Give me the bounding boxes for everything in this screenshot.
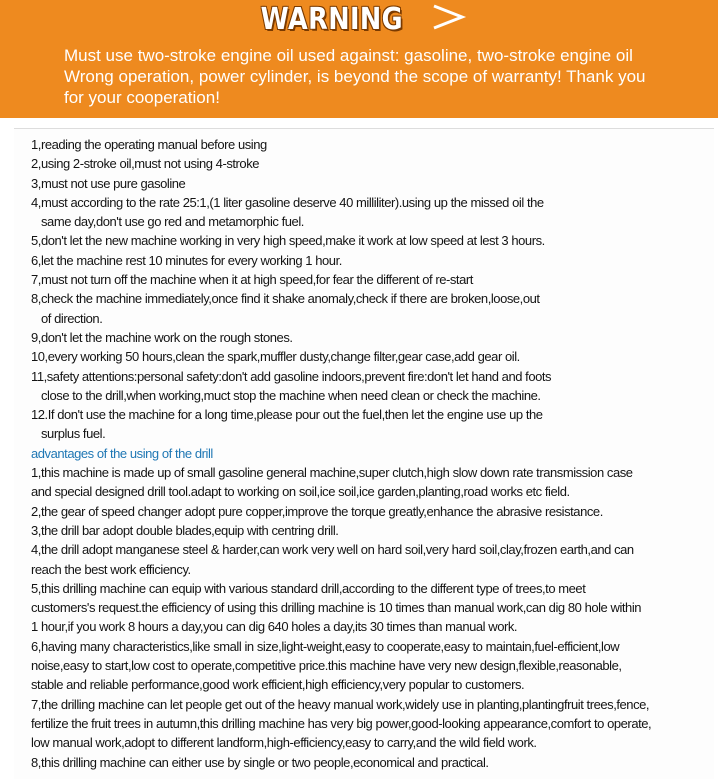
note-line: 12.If don't use the machine for a long time,please pour out the fuel,then let the engine use up the [31,407,543,423]
note-line: 1,reading the operating manual before using [31,137,267,152]
advantages-heading: advantages of the using of the drill [31,445,213,461]
advantage-line: reach the best work efficiency. [31,561,191,577]
advantage-line: noise,easy to start,low cost to operate,competitive price.this machine have very new design,flexible,reasonable, [31,658,622,674]
warning-banner [0,0,718,118]
warning-line: Must use two-stroke engine oil used against: gasoline, two-stroke engine oil [64,46,633,65]
note-line: 7,must not turn off the machine when it at high speed,for fear the different of re-start [31,272,473,288]
advantage-line: stable and reliable performance,good work efficient,high efficiency,very popular to customers. [31,677,525,693]
note-line: 6,let the machine rest 10 minutes for every working 1 hour. [31,252,342,268]
note-line: close to the drill,when working,muct stop the machine when need clean or check the machine. [41,387,541,403]
advantage-line: 1 hour,if you work 8 hours a day,you can dig 640 holes a day,its 30 times than manual work. [31,619,518,635]
advantage-line: customers's request.the efficiency of using this drilling machine is 10 times than manual work,can dig 80 hole within [31,600,642,616]
advantage-line: 1,this machine is made up of small gasoline general machine,super clutch,high slow down rate transmission case [31,465,633,481]
note-line: 9,don't let the machine work on the rough stones. [31,329,293,345]
advantage-line: 6,having many characteristics,like small in size,light-weight,easy to cooperate,easy to maintain,fuel-efficient,low [31,638,620,654]
advantage-line: 7,the drilling machine can let people get out of the heavy manual work,widely use in planting,plantingfruit trees,fence, [31,696,650,712]
note-line: surplus fuel. [41,426,106,442]
note-line: same day,don't use go red and metamorphic fuel. [41,214,304,230]
chevron-right-icon [426,2,470,37]
advantage-line: 4,the drill adopt manganese steel & harder,can work very well on hard soil,very hard soil,clay,frozen earth,and can [31,542,634,558]
advantage-line: 3,the drill bar adopt double blades,equip with centring drill. [31,522,339,538]
instructions-text [31,135,718,772]
warning-message [64,45,714,108]
note-line: 11,safety attentions:personal safety:don't add gasoline indoors,prevent fire:don't let hand and foots [31,368,552,384]
note-line: 2,using 2-stroke oil,must not using 4-stroke [31,156,260,172]
note-line: 4,must according to the rate 25:1,(1 liter gasoline deserve 40 milliliter).using up the missed oil the [31,194,544,210]
note-line: 3,must not use pure gasoline [31,175,186,191]
warning-title-row [0,2,718,42]
advantage-line: 8,this drilling machine can either use by single or two people,economical and practical. [31,754,489,770]
warning-title: WARNING [260,2,403,37]
note-line: 5,don't let the new machine working in very high speed,make it work at low speed at lest 3 hours. [31,233,545,249]
advantage-line: fertilize the fruit trees in autumn,this drilling machine has very big power,good-looking appearance,comfort to operate, [31,715,652,731]
advantage-line: low manual work,adopt to different landform,high-efficiency,easy to carry,and the wild field work. [31,735,537,751]
advantage-line: and special designed drill tool.adapt to working on soil,ice soil,ice garden,planting,road works etc field. [31,484,570,500]
note-line: of direction. [41,310,103,326]
note-line: 8,check the machine immediately,once find it shake anomaly,check if there are broken,loose,out [31,291,540,307]
advantage-line: 5,this drilling machine can equip with various standard drill,according to the different type of trees,to meet [31,580,586,596]
warning-line: Wrong operation, power cylinder, is beyond the scope of warranty! Thank you [64,67,646,86]
warning-line: for your cooperation! [64,88,220,107]
advantage-line: 2,the gear of speed changer adopt pure copper,improve the torque greatly,enhance the abrasive resistance. [31,503,603,519]
note-line: 10,every working 50 hours,clean the spark,muffler dusty,change filter,gear case,add gear oil. [31,349,520,365]
